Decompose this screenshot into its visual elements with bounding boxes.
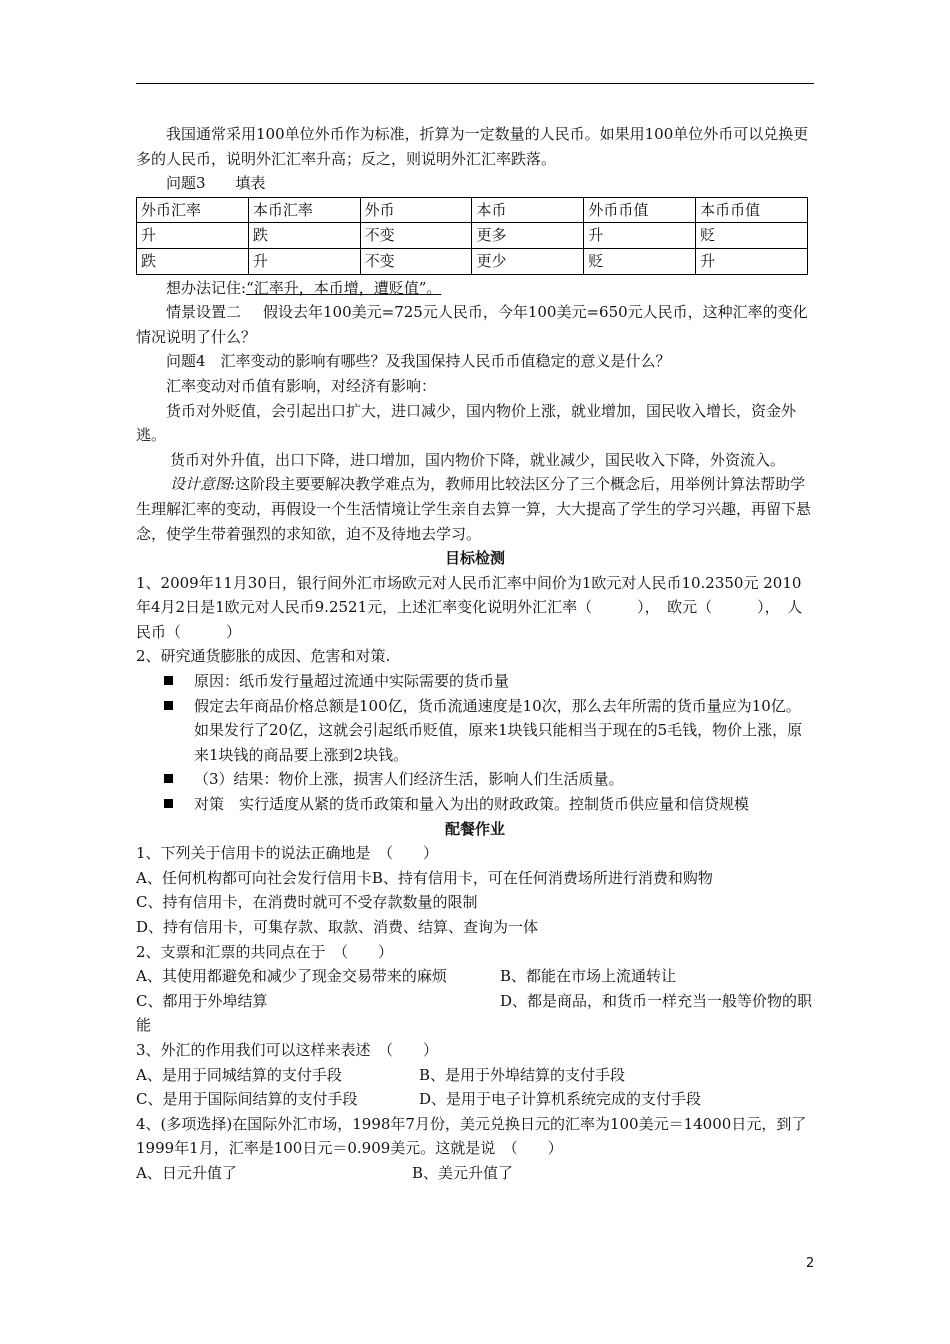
section-title-homework: 配餐作业 bbox=[444, 819, 505, 838]
intro-paragraph: 我国通常采用100单位外币作为标准，折算为一定数量的人民币。如果用100单位外币可以兑换更多的人民币，说明外汇汇率升高；反之，则说明外汇汇率跌落。 bbox=[136, 125, 809, 168]
homework-4-option-a: A、日元升值了 bbox=[136, 1163, 237, 1182]
design-intent bbox=[136, 472, 814, 546]
homework-4-stem: 4、(多项选择)在国际外汇市场，1998年7月份，美元兑换日元的汇率为100美元＝14000日元，到了1999年1月，汇率是100日元＝0.909美元。这就是说 （ ） bbox=[136, 1114, 807, 1158]
question-4-label: 问题4 bbox=[166, 352, 206, 371]
square-bullet-icon bbox=[164, 799, 173, 808]
table-cell: 升 bbox=[696, 248, 808, 274]
table-cell: 外币币值 bbox=[584, 197, 696, 223]
exchange-rate-table bbox=[136, 197, 808, 275]
homework-3-option-a: A、是用于同城结算的支付手段 bbox=[136, 1065, 342, 1084]
effect-appreciate: 货币对外升值，出口下降，进口增加，国内物价下降，就业减少，国民收入下降，外资流入。 bbox=[170, 450, 786, 469]
memo-line bbox=[136, 276, 814, 301]
table-cell: 外币汇率 bbox=[137, 197, 249, 223]
homework-1-option-c: C、持有信用卡，在消费时就可不受存款数量的限制 bbox=[136, 893, 478, 912]
table-cell: 跌 bbox=[248, 223, 360, 249]
table-cell: 跌 bbox=[137, 248, 249, 274]
effect-intro: 汇率变动对币值有影响，对经济有影响： bbox=[166, 376, 437, 395]
homework-4-option-b: B、美元升值了 bbox=[412, 1163, 514, 1182]
homework-2-row-cd bbox=[136, 989, 814, 1038]
table-cell: 更多 bbox=[472, 223, 584, 249]
table-cell: 贬 bbox=[696, 223, 808, 249]
bullet-item bbox=[136, 669, 814, 694]
target-question-1: 1、2009年11月30日，银行间外汇市场欧元对人民币汇率中间价为1欧元对人民币10.2350元 2010年4月2日是1欧元对人民币9.2521元，上述汇率变化说明外汇汇率（ ）， 欧元（ ）， 人民币（ ） bbox=[136, 573, 803, 641]
section-title-target-check: 目标检测 bbox=[444, 549, 505, 568]
question-4 bbox=[136, 349, 814, 374]
table-cell: 更少 bbox=[472, 248, 584, 274]
square-bullet-icon bbox=[164, 701, 173, 710]
homework-3-row-ab bbox=[136, 1063, 814, 1088]
question-3 bbox=[136, 171, 814, 196]
table-cell: 不变 bbox=[360, 248, 472, 274]
scenario-2 bbox=[136, 300, 814, 349]
table-cell: 升 bbox=[584, 223, 696, 249]
design-intent-label: 设计意图: bbox=[170, 475, 236, 494]
homework-2-stem: 2、支票和汇票的共同点在于 （ ） bbox=[136, 942, 394, 961]
table-row bbox=[137, 223, 808, 249]
homework-2-option-b: B、都能在市场上流通转让 bbox=[500, 967, 677, 986]
design-intent-text: 这阶段主要要解决教学难点为，教师用比较法区分了三个概念后，用举例计算法帮助学生理解汇率的变动，再假设一个生活情境让学生亲自去算一算，大大提高了学生的学习兴趣，再留下悬念，使学生带着强烈的求知欲，迫不及待地去学习。 bbox=[136, 475, 812, 543]
square-bullet-icon bbox=[164, 676, 173, 685]
table-cell: 本币汇率 bbox=[248, 197, 360, 223]
question-4-text: 汇率变动的影响有哪些？及我国保持人民币币值稳定的意义是什么？ bbox=[220, 352, 671, 371]
table-cell: 本币币值 bbox=[696, 197, 808, 223]
homework-2-option-a: A、其使用都避免和减少了现金交易带来的麻烦 bbox=[136, 967, 447, 986]
homework-3-option-c: C、是用于国际间结算的支付手段 bbox=[136, 1090, 358, 1109]
homework-3-option-b: B、是用于外埠结算的支付手段 bbox=[419, 1065, 626, 1084]
homework-1-option-d: D、持有信用卡，可集存款、取款、消费、结算、查询为一体 bbox=[136, 918, 539, 936]
bullet-item bbox=[136, 767, 814, 792]
bullet-text: （3）结果：物价上涨，损害人们经济生活，影响人们生活质量。 bbox=[194, 770, 624, 789]
bullet-text: 假定去年商品价格总额是100亿，货币流通速度是10次，那么去年所需的货币量应为10亿。如果发行了20亿，这就会引起纸币贬值，原来1块钱只能相当于现在的5毛钱，物价上涨，原来1块钱的商品要上涨到2块钱。 bbox=[194, 696, 803, 764]
homework-4-row-ab bbox=[136, 1161, 814, 1186]
homework-1-stem: 1、下列关于信用卡的说法正确地是 （ ） bbox=[136, 844, 439, 863]
header-rule bbox=[136, 83, 814, 84]
table-cell: 不变 bbox=[360, 223, 472, 249]
question-3-task: 填表 bbox=[235, 174, 266, 193]
homework-2-option-d: D、都是商品，和货币一样充当一般等价物的职能 bbox=[136, 991, 813, 1035]
homework-2-option-c: C、都用于外埠结算 bbox=[136, 991, 268, 1010]
scenario-2-text: 假设去年100美元=725元人民币，今年100美元=650元人民币，这种汇率的变化情况说明了什么？ bbox=[136, 303, 808, 346]
homework-3-stem: 3、外汇的作用我们可以这样来表述 （ ） bbox=[136, 1040, 439, 1059]
homework-1-option-ab: A、任何机构都可向社会发行信用卡B、持有信用卡，可在任何消费场所进行消费和购物 bbox=[136, 868, 713, 887]
document-body bbox=[136, 122, 814, 1186]
table-cell: 贬 bbox=[584, 248, 696, 274]
table-cell: 升 bbox=[137, 223, 249, 249]
bullet-item bbox=[136, 694, 814, 768]
table-cell: 本币 bbox=[472, 197, 584, 223]
homework-3-option-d: D、是用于电子计算机系统完成的支付手段 bbox=[419, 1090, 702, 1109]
table-cell: 升 bbox=[248, 248, 360, 274]
table-cell: 外币 bbox=[360, 197, 472, 223]
homework-2-row-ab bbox=[136, 964, 814, 989]
effect-depreciate: 货币对外贬值，会引起出口扩大，进口减少，国内物价上涨，就业增加，国民收入增长，资金外逃。 bbox=[136, 401, 797, 445]
homework-3-row-cd bbox=[136, 1087, 814, 1112]
square-bullet-icon bbox=[164, 774, 173, 783]
table-header-row bbox=[137, 197, 808, 223]
bullet-item bbox=[136, 792, 814, 817]
bullet-text: 对策 实行适度从紧的货币政策和量入为出的财政政策。控制货币供应量和信贷规模 bbox=[194, 795, 750, 814]
bullet-text: 原因：纸币发行量超过流通中实际需要的货币量 bbox=[194, 672, 510, 691]
scenario-2-label: 情景设置二 bbox=[166, 303, 242, 322]
page-number: 2 bbox=[806, 1256, 815, 1271]
memo-prefix: 想办法记住: bbox=[166, 278, 247, 297]
memo-phrase: “汇率升，本币增，遭贬值”。 bbox=[246, 278, 442, 297]
question-3-label: 问题3 bbox=[166, 174, 206, 193]
table-row bbox=[137, 248, 808, 274]
target-question-2-title: 2、研究通货膨胀的成因、危害和对策. bbox=[136, 647, 391, 666]
